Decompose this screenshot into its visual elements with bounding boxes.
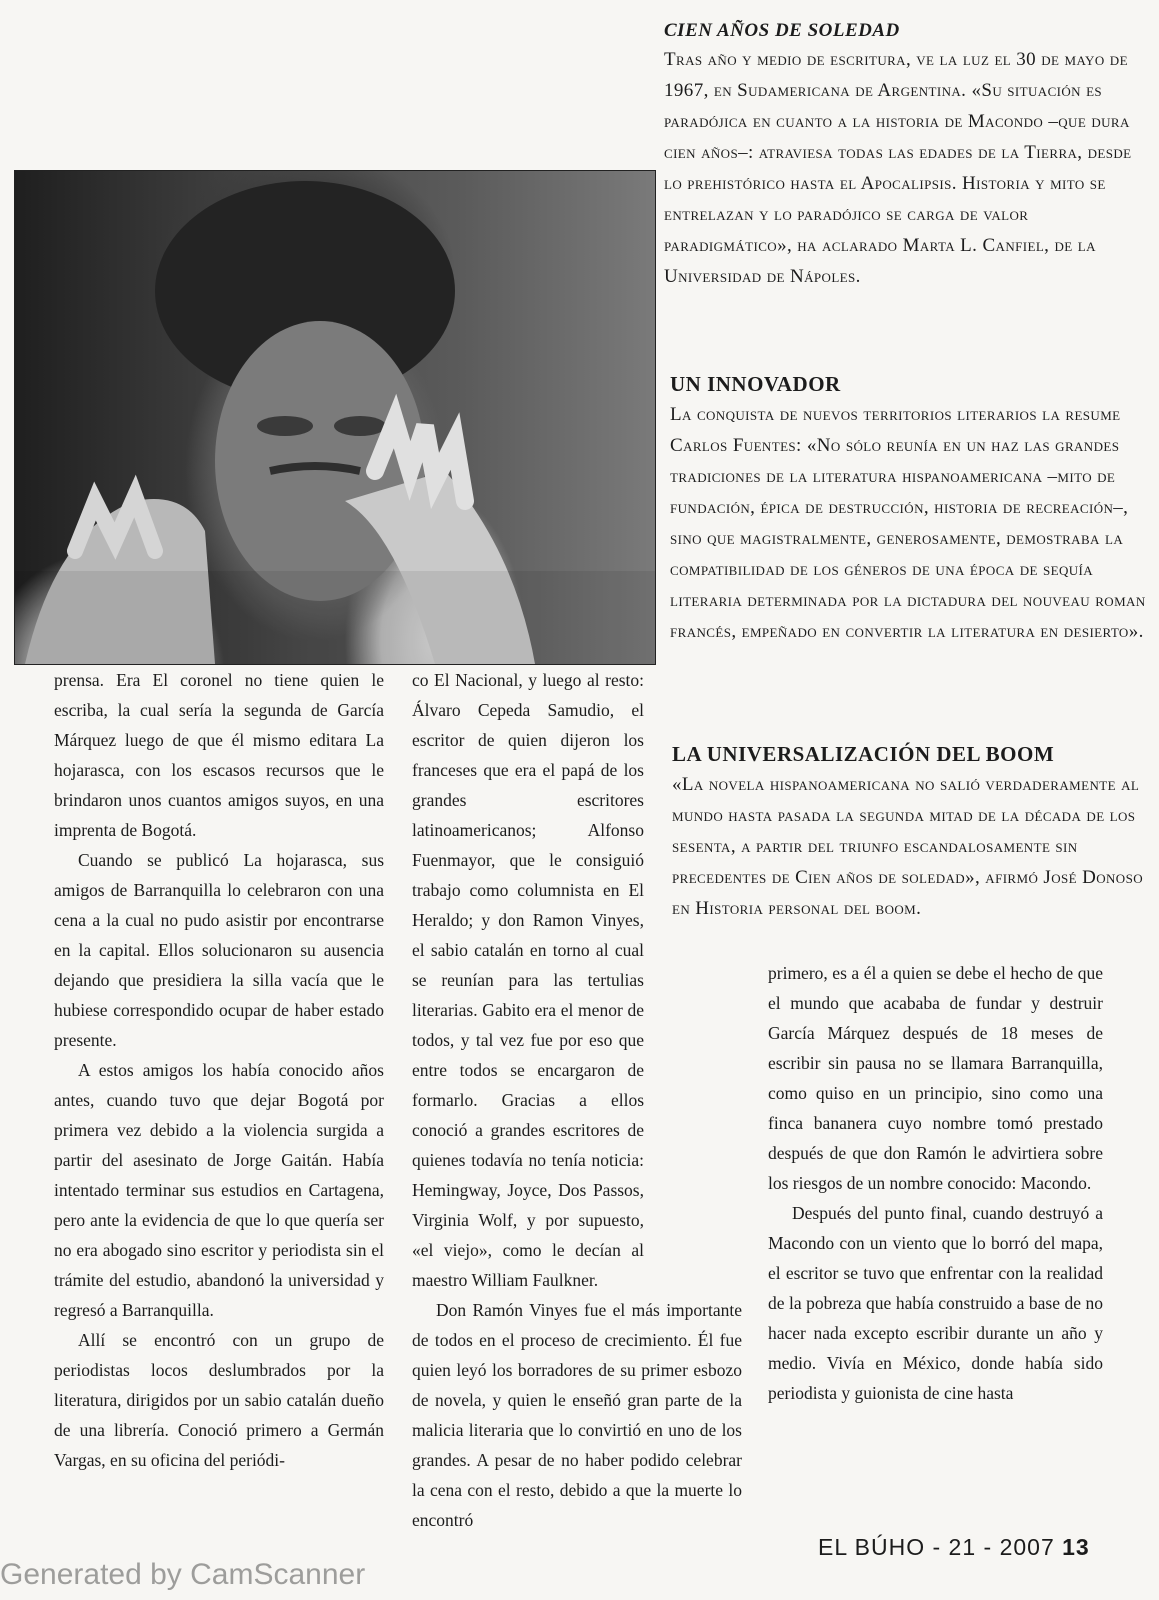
- section-innovador: [670, 372, 1146, 647]
- col1-paragraph-1: prensa. Era El coronel no tiene quien le escriba, la cual sería la segunda de García Márquez luego de que él mismo editara La hojarasca, con los escasos recursos que le brindaron unos cuantos amigos suyos, en una imprenta de Bogotá.: [54, 670, 384, 840]
- col2-paragraph-1: co El Nacional, y luego al resto: Álvaro Cepeda Samudio, el escritor de quien dijeron los franceses que era el papá de los grandes escritores latinoamericanos; Alfonso Fuenmayor, que le consiguió trabajo como columnista en El Heraldo; y don Ramon Vinyes, el sabio catalán en torno al cual se reunían para las tertulias literarias. Gabito era el menor de todos, y tal vez fue por eso que entre todos se encargaron de formarlo. Gracias a ellos conoció a grandes escritores de quienes todavía no tenía noticia: Hemingway, Joyce, Dos Passos, Virginia Wolf, y por supuesto, «el viejo», como le decían al maestro William Faulkner.: [412, 670, 644, 1290]
- section-text-boom: «La novela hispanoamericana no salió verdaderamente al mundo hasta pasada la segunda mitad de la década de los sesenta, a partir del triunfo escandalosamente sin precedentes de Cien años de soledad», afirmó José Donoso en Historia personal del boom.: [672, 774, 1144, 919]
- sidebar-box: [664, 20, 1144, 292]
- section-title-boom: LA UNIVERSALIZACIÓN DEL BOOM: [672, 742, 1055, 766]
- scanner-watermark: Generated by CamScanner: [0, 1558, 366, 1591]
- col3-paragraph-2: Después del punto final, cuando destruyó a Macondo con un viento que lo borró del mapa, el escritor se tuvo que enfrentar con la realidad de la pobreza que había construido a base de no hacer nada excepto escribir durante un año y medio. Vivía en México, donde había sido periodista y guionista de cine hasta: [768, 1203, 1103, 1403]
- section-text-innovador: La conquista de nuevos territorios literarios la resume Carlos Fuentes: «No sólo reunía en un haz las grandes tradiciones de la literatura hispanoamericana –mito de fundación, épica de destrucción, historia de recreación–, sino que magistralmente, generosamente, demostraba la compatibilidad de los géneros de una época de sequía literaria determinada por la dictadura del nouveau roman francés, empeñado en convertir la literatura en desierto».: [670, 404, 1146, 642]
- author-photo: [14, 170, 656, 665]
- magazine-issue: EL BÚHO - 21 - 2007: [818, 1534, 1055, 1560]
- page-footer: [818, 1534, 1090, 1561]
- col3-paragraph-1: primero, es a él a quien se debe el hecho de que el mundo que acababa de fundar y destruir García Márquez después de 18 meses de escribir sin pausa no se llamara Barranquilla, como quiso en un principio, sino como una finca bananera cuyo nombre tomó prestado después de que don Ramón le advirtiera sobre los riesgos de un nombre conocido: Macondo.: [768, 963, 1103, 1193]
- body-column-1: [54, 665, 384, 1475]
- author-photo-illustration: [15, 171, 655, 664]
- body-column-3: [768, 958, 1103, 1408]
- sidebar-text: Tras año y medio de escritura, ve la luz el 30 de mayo de 1967, en Sudamericana de Argentina. «Su situación es paradójica en cuanto a la historia de Macondo –que dura cien años–: atraviesa todas las edades de la Tierra, desde lo prehistórico hasta el Apocalipsis. Historia y mito se entrelazan y lo paradójico se carga de valor paradigmático», ha aclarado Marta L. Canfiel, de la Universidad de Nápoles.: [664, 49, 1132, 287]
- col2-paragraph-2: Don Ramón Vinyes fue el más importante de todos en el proceso de crecimiento. Él fue quien leyó los borradores de su primer esbozo de novela, y quien le enseñó gran parte de la malicia literaria que lo convirtió en uno de los grandes. A pesar de no haber podido celebrar la cena con el resto, debido a que la muerte lo encontró: [412, 1300, 742, 1530]
- section-title-innovador: UN INNOVADOR: [670, 372, 841, 396]
- page-number: 13: [1062, 1534, 1090, 1560]
- col1-paragraph-2: Cuando se publicó La hojarasca, sus amigos de Barranquilla lo celebraron con una cena a la cual no pudo asistir por encontrarse en la capital. Ellos solucionaron su ausencia dejando que presidiera la silla vacía que le hubiese correspondido ocupar de haber estado presente.: [54, 850, 384, 1050]
- section-boom: [672, 742, 1146, 924]
- col1-paragraph-3: A estos amigos los había conocido años antes, cuando tuvo que dejar Bogotá por primera vez debido a la violencia surgida a partir del asesinato de Jorge Gaitán. Había intentado terminar sus estudios en Cartagena, pero ante la evidencia de que lo que quería ser no era abogado sino escritor y periodista sin el trámite del estudio, abandonó la universidad y regresó a Barranquilla.: [54, 1060, 384, 1320]
- body-column-2: [412, 665, 742, 1535]
- sidebar-title: CIEN AÑOS DE SOLEDAD: [664, 20, 900, 41]
- col1-paragraph-4: Allí se encontró con un grupo de periodistas locos deslumbrados por la literatura, dirigidos por un sabio catalán dueño de una librería. Conoció primero a Germán Vargas, en su oficina del periódi-: [54, 1330, 384, 1470]
